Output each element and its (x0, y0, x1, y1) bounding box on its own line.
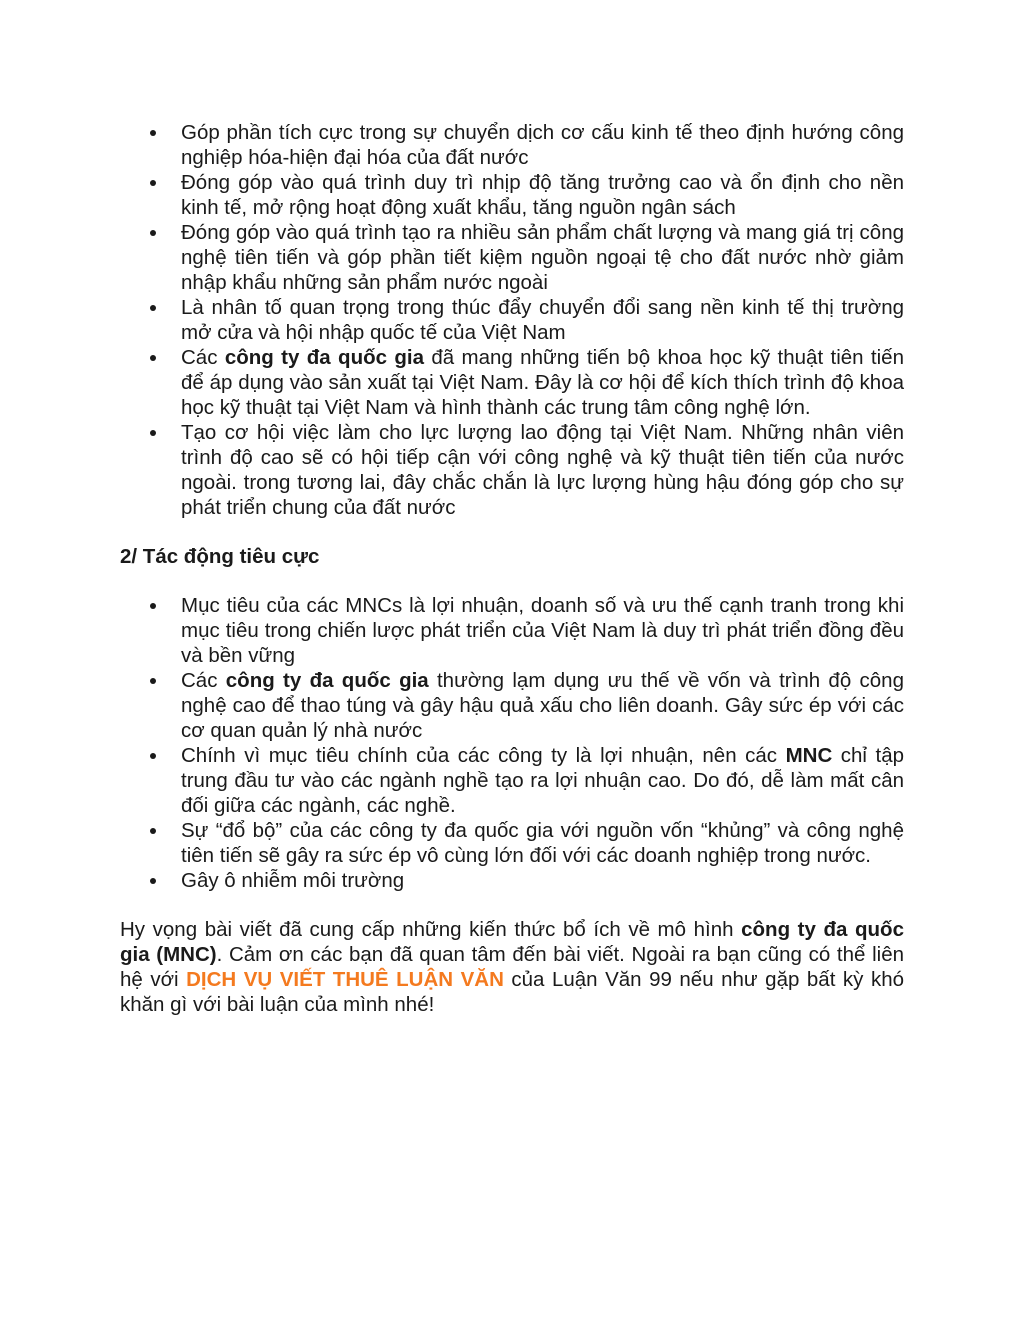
list-item: Chính vì mục tiêu chính của các công ty là lợi nhuận, nên các MNC chỉ tập trung đầu tư vào các ngành nghề tạo ra lợi nhuận cao. Do đó, dễ làm mất cân đối giữa các ngành, các nghề. (120, 743, 904, 818)
bullet-icon (150, 603, 156, 609)
bullet-icon (150, 180, 156, 186)
list-item: Gây ô nhiễm môi trường (120, 868, 904, 893)
bold-term: MNC (785, 744, 833, 767)
closing-paragraph: Hy vọng bài viết đã cung cấp những kiến thức bổ ích về mô hình công ty đa quốc gia (MNC). Cảm ơn các bạn đã quan tâm đến bài viết. Ngoài ra bạn cũng có thể liên hệ với DỊCH VỤ VIẾT THUÊ LUẬN VĂN của Luận Văn 99 nếu như gặp bất kỳ khó khăn gì với bài luận của mình nhé! (120, 918, 904, 1016)
bullet-icon (150, 305, 156, 311)
bullet-icon (150, 828, 156, 834)
list-item: Đóng góp vào quá trình tạo ra nhiều sản phẩm chất lượng và mang giá trị công nghệ tiên tiến và góp phần tiết kiệm nguồn ngoại tệ cho đất nước nhờ giảm nhập khẩu những sản phẩm nước ngoài (120, 220, 904, 295)
bullet-icon (150, 130, 156, 136)
bullet-icon (150, 430, 156, 436)
positive-impacts-list (120, 120, 904, 520)
list-item: Tạo cơ hội việc làm cho lực lượng lao động tại Việt Nam. Những nhân viên trình độ cao sẽ có hội tiếp cận với công nghệ và kỹ thuật tiên tiến của nước ngoài. trong tương lai, đây chắc chắn là lực lượng hùng hậu đóng góp cho sự phát triển chung của đất nước (120, 420, 904, 520)
document-page (120, 120, 904, 1038)
list-item: Là nhân tố quan trọng trong thúc đẩy chuyển đổi sang nền kinh tế thị trường mở cửa và hội nhập quốc tế của Việt Nam (120, 295, 904, 345)
list-item: Các công ty đa quốc gia đã mang những tiến bộ khoa học kỹ thuật tiên tiến để áp dụng vào sản xuất tại Việt Nam. Đây là cơ hội để kích thích trình độ khoa học kỹ thuật tại Việt Nam và hình thành các trung tâm công nghệ lớn. (120, 345, 904, 420)
bold-term: công ty đa quốc gia (225, 669, 429, 692)
negative-impacts-list (120, 593, 904, 893)
list-item: Các công ty đa quốc gia thường lạm dụng ưu thế về vốn và trình độ công nghệ cao để thao túng và gây hậu quả xấu cho liên doanh. Gây sức ép với các cơ quan quản lý nhà nước (120, 668, 904, 743)
list-item: Sự “đổ bộ” của các công ty đa quốc gia với nguồn vốn “khủng” và công nghệ tiên tiến sẽ gây ra sức ép vô cùng lớn đối với các doanh nghiệp trong nước. (120, 818, 904, 868)
list-item: Mục tiêu của các MNCs là lợi nhuận, doanh số và ưu thế cạnh tranh trong khi mục tiêu trong chiến lược phát triển của Việt Nam là duy trì phát triển đồng đều và bền vững (120, 593, 904, 668)
section-heading: 2/ Tác động tiêu cực (120, 545, 320, 568)
bullet-icon (150, 355, 156, 361)
bullet-icon (150, 878, 156, 884)
service-link[interactable]: DỊCH VỤ VIẾT THUÊ LUẬN VĂN (186, 968, 504, 991)
bold-term: công ty đa quốc gia (MNC) (120, 918, 904, 966)
bold-term: công ty đa quốc gia (224, 346, 424, 369)
bullet-icon (150, 678, 156, 684)
list-item: Góp phần tích cực trong sự chuyển dịch cơ cấu kinh tế theo định hướng công nghiệp hóa-hiện đại hóa của đất nước (120, 120, 904, 170)
bullet-icon (150, 230, 156, 236)
bullet-icon (150, 753, 156, 759)
list-item: Đóng góp vào quá trình duy trì nhịp độ tăng trưởng cao và ổn định cho nền kinh tế, mở rộng hoạt động xuất khẩu, tăng nguồn ngân sách (120, 170, 904, 220)
